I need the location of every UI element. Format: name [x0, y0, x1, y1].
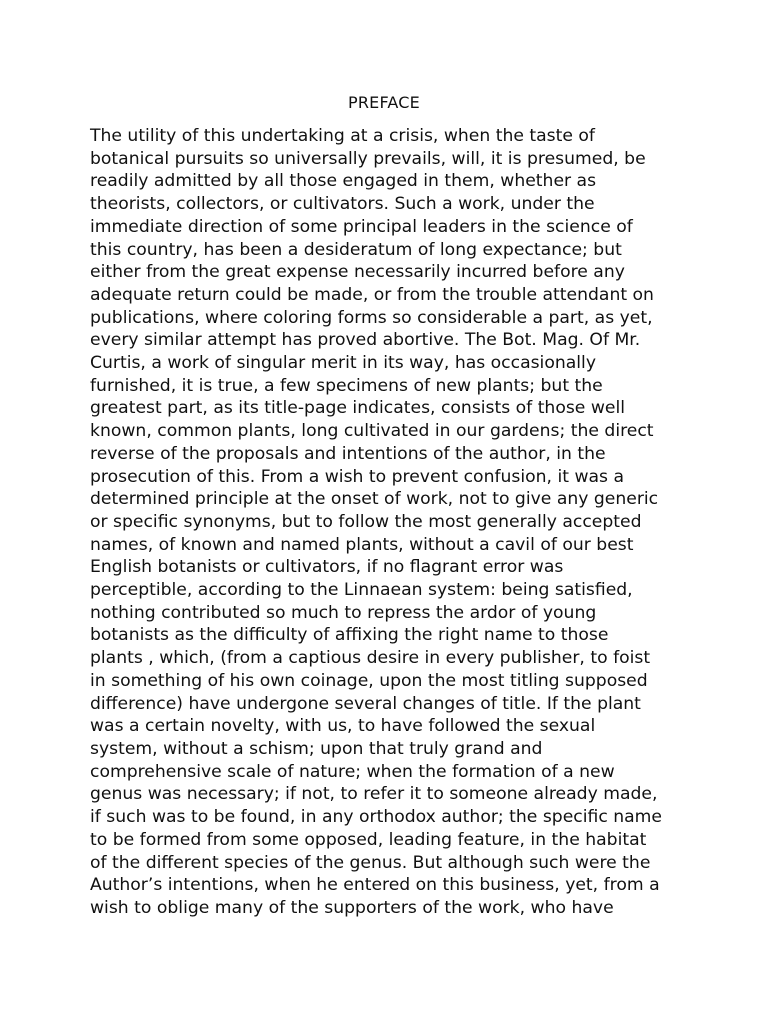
- text-line: either from the great expense necessarily incurred before any: [90, 262, 625, 283]
- text-line: adequate return could be made, or from the trouble attendant on: [90, 284, 654, 305]
- body-paragraph: [90, 125, 690, 920]
- text-line: was a certain novelty, with us, to have followed the sexual: [90, 716, 596, 737]
- text-line: readily admitted by all those engaged in them, whether as: [90, 171, 597, 192]
- text-line: furnished, it is true, a few specimens of new plants; but the: [90, 375, 603, 396]
- text-line: Author’s intentions, when he entered on this business, yet, from a: [90, 875, 660, 896]
- text-line: Curtis, a work of singular merit in its way, has occasionally: [90, 353, 596, 374]
- text-line: plants , which, (from a captious desire in every publisher, to foist: [90, 648, 651, 669]
- text-line: known, common plants, long cultivated in our gardens; the direct: [90, 421, 654, 442]
- text-line: botanical pursuits so universally prevails, will, it is presumed, be: [90, 148, 646, 169]
- text-line: of the different species of the genus. But although such were the: [90, 852, 651, 873]
- text-line: perceptible, according to the Linnaean system: being satisfied,: [90, 580, 633, 601]
- text-line: to be formed from some opposed, leading feature, in the habitat: [90, 829, 647, 850]
- text-line: reverse of the proposals and intentions of the author, in the: [90, 443, 606, 464]
- text-line: determined principle at the onset of work, not to give any generic: [90, 489, 659, 510]
- text-line: names, of known and named plants, without a cavil of our best: [90, 534, 634, 555]
- text-line: if such was to be found, in any orthodox author; the specific name: [90, 807, 662, 828]
- text-line: this country, has been a desideratum of long expectance; but: [90, 239, 622, 260]
- text-line: in something of his own coinage, upon the most titling supposed: [90, 670, 648, 691]
- text-line: greatest part, as its title-page indicates, consists of those well: [90, 398, 626, 419]
- text-line: botanists as the difficulty of affixing the right name to those: [90, 625, 609, 646]
- text-line: system, without a schism; upon that truly grand and: [90, 738, 543, 759]
- text-line: genus was necessary; if not, to refer it to someone already made,: [90, 784, 658, 805]
- text-line: every similar attempt has proved abortive. The Bot. Mag. Of Mr.: [90, 330, 641, 351]
- text-line: comprehensive scale of nature; when the formation of a new: [90, 761, 615, 782]
- text-line: wish to oblige many of the supporters of the work, who have: [90, 897, 614, 918]
- text-line: nothing contributed so much to repress the ardor of young: [90, 602, 597, 623]
- text-line: publications, where coloring forms so considerable a part, as yet,: [90, 307, 653, 328]
- text-line: The utility of this undertaking at a crisis, when the taste of: [90, 126, 595, 146]
- text-line: difference) have undergone several changes of title. If the plant: [90, 693, 641, 714]
- text-line: theorists, collectors, or cultivators. Such a work, under the: [90, 194, 595, 215]
- text-line: immediate direction of some principal leaders in the science of: [90, 216, 633, 237]
- text-line: or specific synonyms, but to follow the most generally accepted: [90, 511, 642, 532]
- page-title: PREFACE: [348, 93, 420, 112]
- text-line: English botanists or cultivators, if no flagrant error was: [90, 557, 564, 578]
- text-line: prosecution of this. From a wish to prevent confusion, it was a: [90, 466, 624, 487]
